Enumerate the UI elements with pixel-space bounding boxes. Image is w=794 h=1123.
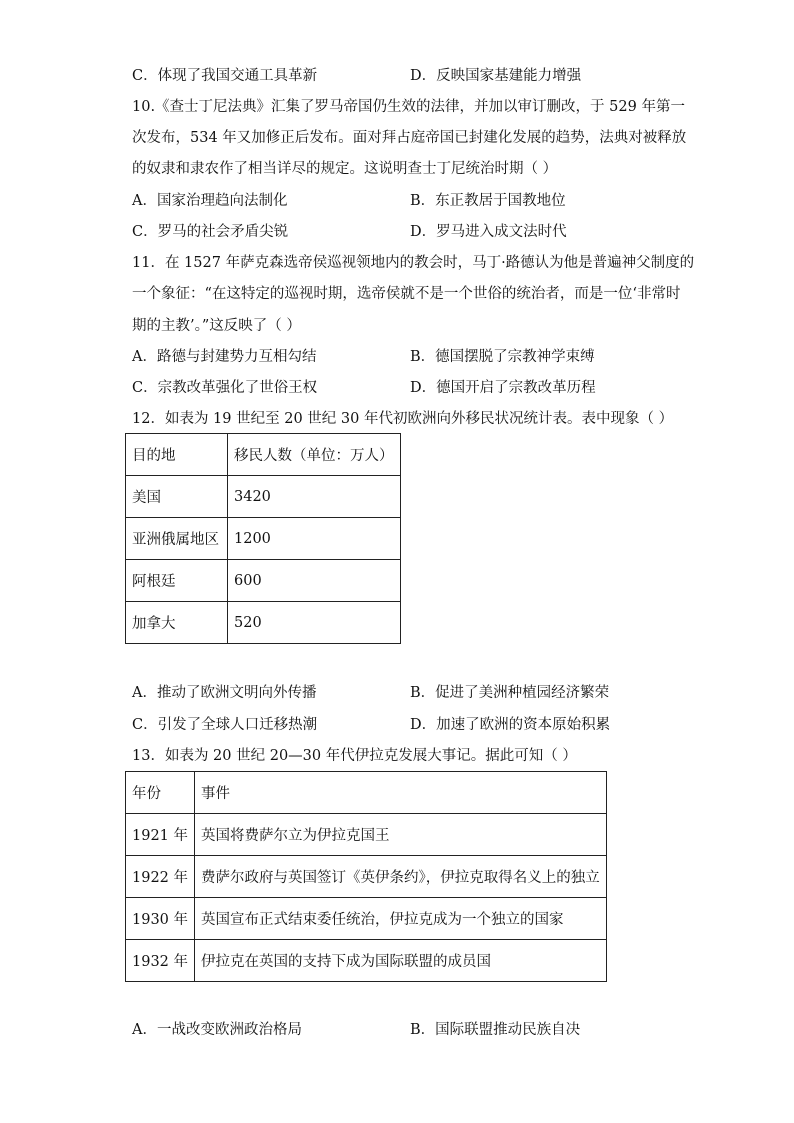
table-header-cell: 事件	[195, 772, 607, 814]
q10-option-c: C．罗马的社会矛盾尖锐	[132, 224, 289, 240]
q10-stem-line-1: 10.《查士丁尼法典》汇集了罗马帝国仍生效的法律，并加以审订删改，于 529 年第一	[132, 99, 685, 115]
table-cell: 600	[228, 560, 401, 602]
q12-option-c: C．引发了全球人口迁移热潮	[132, 717, 318, 733]
table-cell: 1200	[228, 518, 401, 560]
table-row	[126, 856, 607, 898]
q11-option-b: B．德国摆脱了宗教神学束缚	[410, 349, 595, 365]
table-cell: 520	[228, 602, 401, 644]
table-cell: 1922 年	[126, 856, 195, 898]
table-row	[126, 940, 607, 982]
q11-option-a: A．路德与封建势力互相勾结	[132, 349, 317, 365]
q13-option-b: B．国际联盟推动民族自决	[410, 1022, 581, 1038]
q11-stem-line-2: 一个象征：“在这特定的巡视时期，选帝侯就不是一个世俗的统治者，而是一位‘非常时	[132, 286, 681, 302]
q10-option-d: D．罗马进入成文法时代	[410, 224, 567, 240]
q12-option-a: A．推动了欧洲文明向外传播	[132, 685, 317, 701]
table-header-cell: 目的地	[126, 434, 228, 476]
q10-stem-line-3: 的奴隶和隶农作了相当详尽的规定。这说明查士丁尼统治时期（ ）	[132, 161, 558, 177]
table-cell: 费萨尔政府与英国签订《英伊条约》，伊拉克取得名义上的独立	[195, 856, 607, 898]
q13-stem: 13．如表为 20 世纪 20—30 年代伊拉克发展大事记。据此可知（ ）	[132, 748, 577, 764]
q12-option-b: B．促进了美洲种植园经济繁荣	[410, 685, 610, 701]
table-row	[126, 602, 401, 644]
table-row	[126, 560, 401, 602]
table-cell: 伊拉克在英国的支持下成为国际联盟的成员国	[195, 940, 607, 982]
q10-option-a: A．国家治理趋向法制化	[132, 193, 288, 209]
table-cell: 3420	[228, 476, 401, 518]
table-row	[126, 814, 607, 856]
table-cell: 亚洲俄属地区	[126, 518, 228, 560]
table-cell: 1930 年	[126, 898, 195, 940]
q12-emigration-table	[125, 433, 401, 644]
q11-stem-line-1: 11．在 1527 年萨克森选帝侯巡视领地内的教会时，马丁·路德认为他是普遍神父制度的	[132, 255, 695, 271]
table-cell: 加拿大	[126, 602, 228, 644]
table-header-cell: 移民人数（单位：万人）	[228, 434, 401, 476]
table-header-row	[126, 772, 607, 814]
q12-option-d: D．加速了欧洲的资本原始积累	[410, 717, 611, 733]
table-row	[126, 476, 401, 518]
q10-stem-line-2: 次发布，534 年又加修正后发布。面对拜占庭帝国已封建化发展的趋势，法典对被释放	[132, 130, 687, 146]
table-cell: 英国宣布正式结束委任统治，伊拉克成为一个独立的国家	[195, 898, 607, 940]
table-header-row	[126, 434, 401, 476]
table-cell: 英国将费萨尔立为伊拉克国王	[195, 814, 607, 856]
table-cell: 1932 年	[126, 940, 195, 982]
q13-option-a: A．一战改变欧洲政治格局	[132, 1022, 302, 1038]
q11-option-c: C．宗教改革强化了世俗王权	[132, 380, 318, 396]
q12-stem: 12．如表为 19 世纪至 20 世纪 30 年代初欧洲向外移民状况统计表。表中现象（ ）	[132, 411, 674, 427]
q9-option-c: C．体现了我国交通工具革新	[132, 68, 318, 84]
q11-stem-line-3: 期的主教’。”这反映了（ ）	[132, 318, 301, 334]
table-row	[126, 898, 607, 940]
q13-events-table	[125, 771, 607, 982]
q11-option-d: D．德国开启了宗教改革历程	[410, 380, 596, 396]
q9-option-d: D．反映国家基建能力增强	[410, 68, 582, 84]
table-cell: 美国	[126, 476, 228, 518]
table-row	[126, 518, 401, 560]
q10-option-b: B．东正教居于国教地位	[410, 193, 566, 209]
table-header-cell: 年份	[126, 772, 195, 814]
table-cell: 阿根廷	[126, 560, 228, 602]
table-cell: 1921 年	[126, 814, 195, 856]
